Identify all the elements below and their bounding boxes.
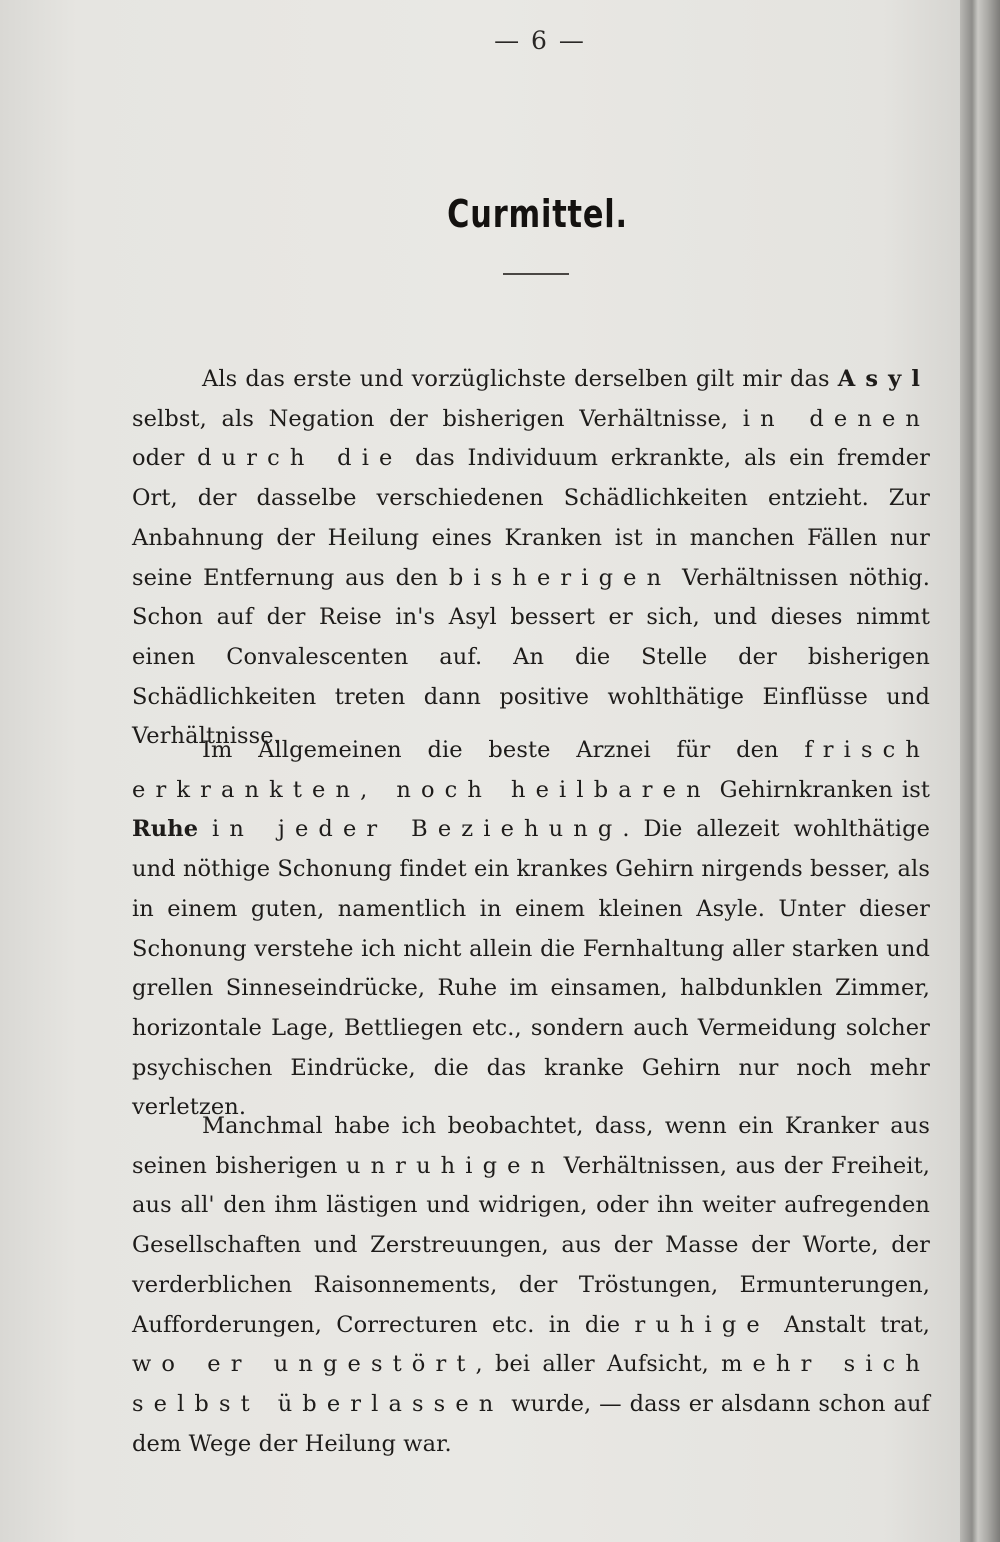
emphasis-spaced: bisherigen: [448, 564, 672, 591]
text-run: oder: [132, 445, 198, 472]
page-number: — 6 —: [494, 26, 586, 55]
text-run: Verhältnissen nöthig. Schon auf der Reise in's Asyl bessert er sich, und dieses nimmt einen Convalescenten auf. An die Stelle der bisherigen Schädlichkeiten treten dann positive wohlthätige Einflüsse und Verhältnisse.: [132, 564, 930, 750]
paragraph-text: [132, 1107, 930, 1464]
text-run: das Individuum erkrankte, als ein fremder Ort, der dasselbe verschiedenen Schädlichkeiten entzieht. Zur Anbahnung der Heilung eines Kranken ist in manchen Fällen nur seine Entfernung aus den: [132, 445, 930, 591]
emphasis-bold: Ruhe: [132, 816, 199, 843]
text-run: Manchmal habe ich beobachtet, dass, wenn ein Kranker aus seinen bisherigen: [132, 1113, 930, 1179]
paragraph-text: [132, 731, 930, 1128]
text-run: [198, 816, 212, 842]
emphasis-spaced: in jeder Beziehung: [212, 816, 623, 843]
emphasis-spaced: wo er ungestört: [132, 1351, 476, 1378]
emphasis-spaced: ruhige: [634, 1311, 770, 1338]
text-run: selbst, als Negation der bisherigen Verhältnisse,: [132, 405, 743, 432]
paragraph-3: [132, 1107, 930, 1464]
emphasis-spaced: unruhigen: [345, 1152, 556, 1179]
paragraph-2: [132, 731, 930, 1128]
chapter-title: Curmittel.: [447, 192, 628, 236]
text-run: Verhältnissen, aus der Freiheit, aus all' den ihm lästigen und widrigen, oder ihn weiter aufregenden Gesellschaften und Zerstreuungen, aus der Masse der Worte, der verderblichen Raisonnements, der Tröstungen, Ermunterungen, Aufforderungen, Correcturen etc. in die: [132, 1152, 930, 1338]
emphasis-spaced-bold: Asyl: [837, 366, 930, 392]
text-run: . Die allezeit wohlthätige und nöthige Schonung findet ein krankes Gehirn nirgends besser, als in einem guten, namentlich in einem kleinen Asyle. Unter dieser Schonung verstehe ich nicht allein die Fernhaltung aller starken und grellen Sinneseindrücke, Ruhe im einsamen, halbdunklen Zimmer, horizontale Lage, Bettliegen etc., sondern auch Vermeidung solcher psychischen Eindrücke, die das kranke Gehirn nur noch mehr verletzen.: [132, 816, 930, 1121]
text-run: Anstalt trat,: [769, 1311, 930, 1338]
text-run: wurde, — dass er alsdann schon auf dem Wege der Heilung war.: [132, 1390, 930, 1457]
paragraph-text: [132, 360, 930, 757]
emphasis-spaced: durch die: [197, 445, 403, 472]
text-run: Gehirnkranken ist: [710, 776, 930, 803]
text-run: , bei aller Aufsicht,: [475, 1351, 722, 1378]
text-run: Im Allgemeinen die beste Arznei für den: [202, 737, 805, 763]
emphasis-spaced: mehr sich selbst überlassen: [132, 1351, 930, 1417]
title-rule: [503, 273, 569, 275]
emphasis-spaced: in denen: [742, 405, 930, 432]
emphasis-spaced: frisch erkrankten, noch heilbaren: [132, 737, 930, 803]
paragraph-1: [132, 360, 930, 757]
text-run: Als das erste und vorzüglichste derselben gilt mir das: [202, 366, 838, 392]
